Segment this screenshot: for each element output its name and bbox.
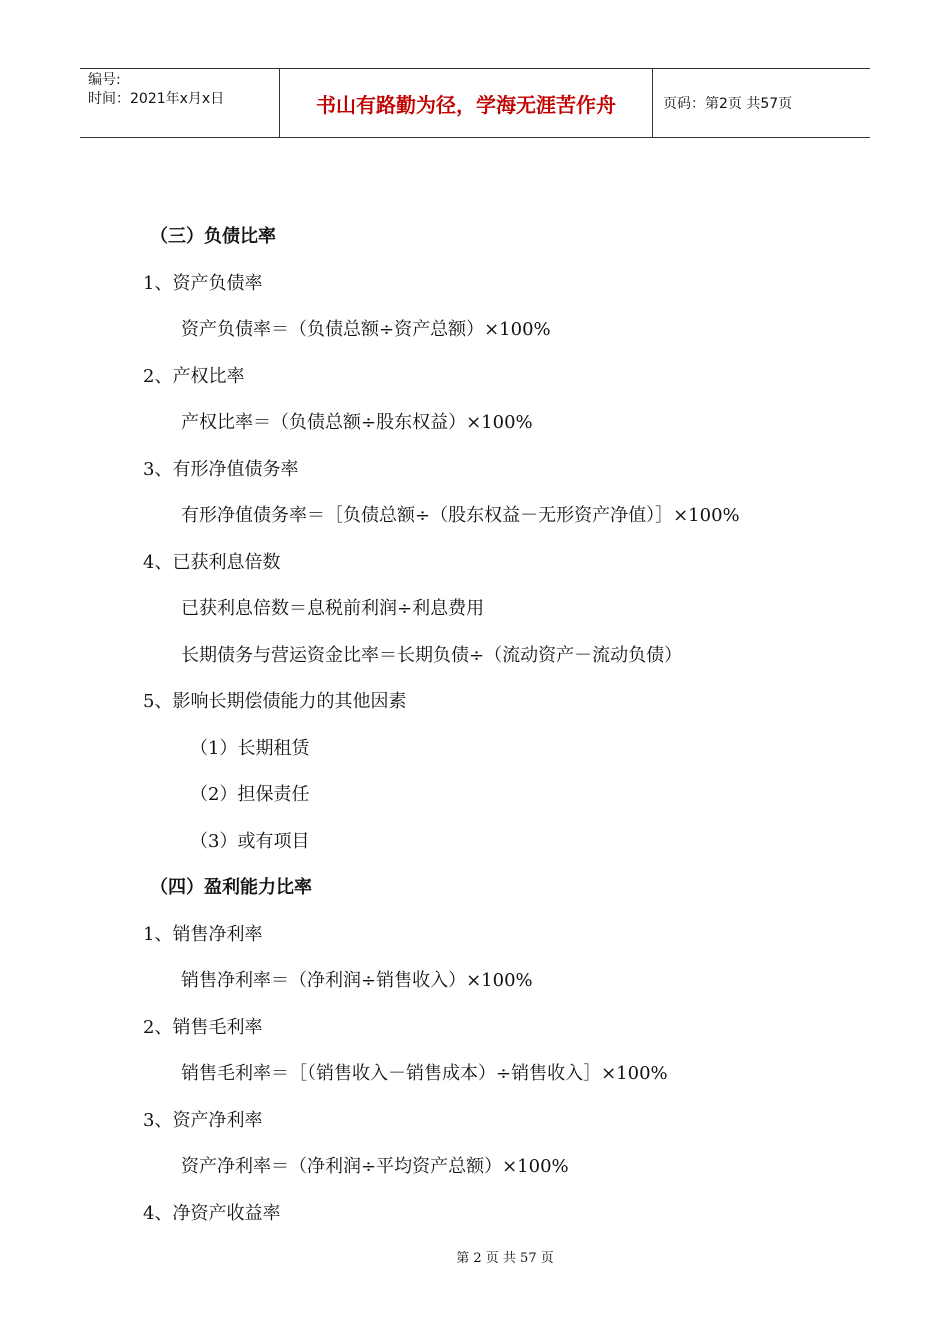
item-heading: 4、净资产收益率 xyxy=(143,1203,281,1224)
item-heading: 3、资产净利率 xyxy=(143,1110,263,1131)
item-heading: 1、资产负债率 xyxy=(143,273,263,294)
sub-item: （1）长期租赁 xyxy=(190,738,310,759)
section-heading: （四）盈利能力比率 xyxy=(150,877,312,898)
item-heading: 3、有形净值债务率 xyxy=(143,459,299,480)
time-label: 时间：2021年x月x日 xyxy=(88,91,225,107)
header-page-info: 页码：第2页 共57页 xyxy=(663,96,793,112)
formula-line: 已获利息倍数＝息税前利润÷利息费用 xyxy=(181,598,485,619)
item-heading: 4、已获利息倍数 xyxy=(143,552,281,573)
page-footer: 第 2 页 共 57 页 xyxy=(456,1251,554,1266)
formula-line: 资产净利率＝（净利润÷平均资产总额）×100% xyxy=(181,1156,569,1177)
formula-line: 产权比率＝（负债总额÷股东权益）×100% xyxy=(181,412,533,433)
formula-line: 有形净值债务率＝［负债总额÷（股东权益－无形资产净值）］×100% xyxy=(181,505,740,526)
formula-line: 销售毛利率＝［（销售收入－销售成本）÷销售收入］×100% xyxy=(181,1063,668,1084)
header-meta xyxy=(80,69,280,137)
item-heading: 2、产权比率 xyxy=(143,366,245,387)
sub-item: （3）或有项目 xyxy=(190,831,310,852)
formula-line: 长期债务与营运资金比率＝长期负债÷（流动资产－流动负债） xyxy=(181,645,683,666)
section-heading: （三）负债比率 xyxy=(150,226,276,247)
number-label: 编号: xyxy=(88,72,121,88)
header-motto: 书山有路勤为径，学海无涯苦作舟 xyxy=(280,69,653,137)
formula-line: 资产负债率＝（负债总额÷资产总额）×100% xyxy=(181,319,551,340)
page-header xyxy=(80,68,870,138)
formula-line: 销售净利率＝（净利润÷销售收入）×100% xyxy=(181,970,533,991)
item-heading: 1、销售净利率 xyxy=(143,924,263,945)
item-heading: 5、影响长期偿债能力的其他因素 xyxy=(143,691,407,712)
sub-item: （2）担保责任 xyxy=(190,784,310,805)
item-heading: 2、销售毛利率 xyxy=(143,1017,263,1038)
